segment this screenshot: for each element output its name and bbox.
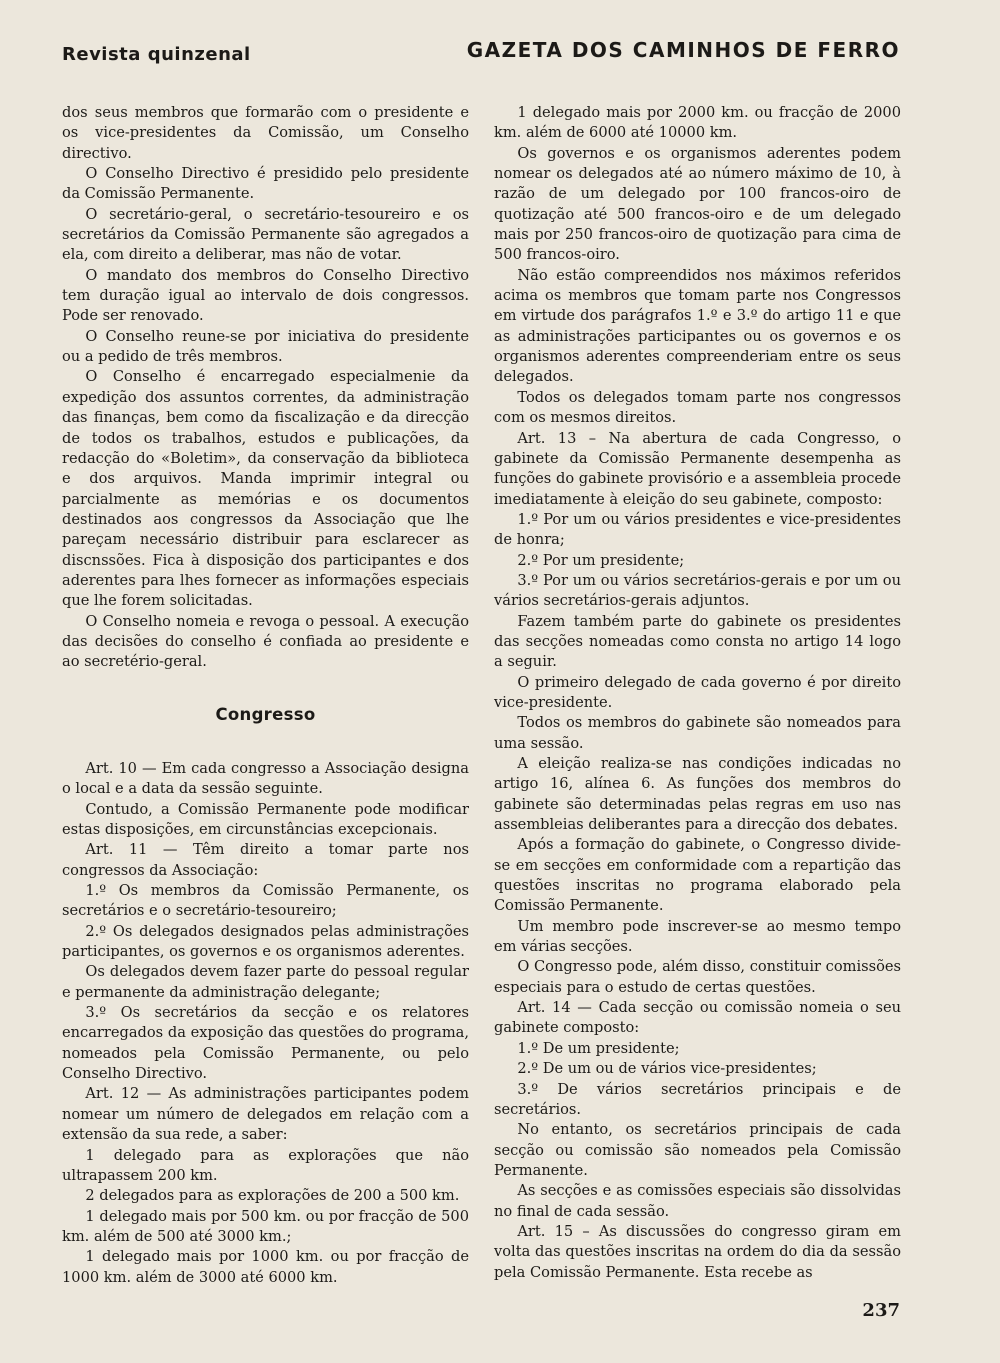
paragraph: O Conselho Directivo é presidido pelo presidente da Comissão Permanente. — [62, 165, 469, 203]
paragraph: dos seus membros que formarão com o presidente e os vice-presidentes da Comissão, um Conselho directivo. — [62, 104, 469, 162]
paragraph: 3.º De vários secretários principais e de secretários. — [494, 1080, 901, 1118]
paragraph: Art. 14 — Cada secção ou comissão nomeia o seu gabinete composto: — [494, 999, 901, 1037]
running-header-left: Revista quinzenal — [62, 44, 251, 65]
paragraph: O mandato dos membros do Conselho Directivo tem duração igual ao intervalo de dois congressos. Pode ser renovado. — [62, 266, 469, 325]
paragraph: Contudo, a Comissão Permanente pode modificar estas disposições, em circunstâncias excepcionais. — [62, 800, 469, 838]
paragraph: Fazem também parte do gabinete os presidentes das secções nomeadas como consta no artigo 14 logo a seguir. — [494, 612, 901, 671]
paragraph: Após a formação do gabinete, o Congresso divide-se em secções em conformidade com a repartição das questões inscritas no programa elaborado pela Comissão Permanente. — [494, 836, 901, 915]
paragraph: 1.º De um presidente; — [517, 1039, 680, 1057]
paragraph: Todos os membros do gabinete são nomeados para uma sessão. — [494, 714, 901, 752]
paragraph: As secções e as comissões especiais são dissolvidas no final de cada sessão. — [494, 1182, 901, 1220]
right-column — [494, 103, 901, 1283]
paragraph: 1 delegado mais por 1000 km. ou por fracção de 1000 km. além de 3000 até 6000 km. — [62, 1248, 469, 1286]
paragraph: O Conselho é encarregado especialmenie da expedição dos assuntos correntes, da administração das finanças, bem como da fiscalização e da direcção de todos os trabalhos, estudos e publicações, da redacção do «Boletim», da conservação da biblioteca e dos arquivos. Manda imprimir integral ou parcialmente as memórias e os documentos destinados aos congressos da Associação que lhe pareçam necessário distribuir para esclarecer as discnssões. Fica à disposição dos participantes e dos aderentes para lhes fornecer as informações especiais que lhe forem solicitadas. — [62, 368, 469, 610]
paragraph: 1 delegado mais por 500 km. ou por fracção de 500 km. além de 500 até 3000 km.; — [62, 1207, 469, 1245]
paragraph: No entanto, os secretários principais de cada secção ou comissão são nomeados pela Comissão Permanente. — [494, 1121, 901, 1179]
paragraph: 2.º Por um presidente; — [517, 551, 685, 569]
paragraph: A eleição realiza-se nas condições indicadas no artigo 16, alínea 6. As funções dos membros do gabinete são determinadas pelas regras em uso nas assembleias deliberantes para a direcção dos debates. — [494, 755, 901, 834]
paragraph: Não estão compreendidos nos máximos referidos acima os membros que tomam parte nos Congressos em virtude dos parágrafos 1.º e 3.º do artigo 11 e que as administrações participantes ou os governos e os organismos aderentes compreenderiam entre os seus delegados. — [494, 266, 901, 386]
paragraph: Os delegados devem fazer parte do pessoal regular e permanente da administração delegante; — [62, 963, 469, 1001]
paragraph: Art. 15 – As discussões do congresso giram em volta das questões inscritas na ordem do dia da sessão pela Comissão Permanente. Esta recebe as — [494, 1222, 901, 1281]
left-column — [62, 103, 469, 1288]
paragraph: 1 delegado para as explorações que não ultrapassem 200 km. — [62, 1146, 469, 1184]
page-number: 237 — [862, 1300, 900, 1321]
paragraph: Um membro pode inscrever-se ao mesmo tempo em várias secções. — [494, 917, 901, 956]
section-heading: Congresso — [215, 704, 316, 724]
paragraph: Todos os delegados tomam parte nos congressos com os mesmos direitos. — [494, 388, 901, 427]
paragraph: O Congresso pode, além disso, constituir comissões especiais para o estudo de certas questões. — [494, 958, 901, 996]
paragraph: 1.º Por um ou vários presidentes e vice-presidentes de honra; — [494, 510, 901, 549]
paragraph: 2.º De um ou de vários vice-presidentes; — [517, 1060, 817, 1078]
paragraph: Art. 13 – Na abertura de cada Congresso, o gabinete da Comissão Permanente desempenha as funções do gabinete provisório e a assembleia procede imediatamente à eleição do seu gabinete, composto: — [494, 429, 901, 508]
paragraph: Os governos e os organismos aderentes podem nomear os delegados até ao número máximo de 10, à razão de um delegado por 100 francos-oiro de quotização até 500 francos-oiro e de um delegado mais por 250 francos-oiro de quotização para cima de 500 francos-oiro. — [494, 144, 901, 264]
paragraph: 3.º Por um ou vários secretários-gerais e por um ou vários secretários-gerais adjuntos. — [494, 571, 901, 610]
paragraph: Art. 10 — Em cada congresso a Associação designa o local e a data da sessão seguinte. — [62, 759, 469, 798]
paragraph: 2.º Os delegados designados pelas administrações participantes, os governos e os organismos aderentes. — [62, 922, 469, 961]
paragraph: 2 delegados para as explorações de 200 a 500 km. — [85, 1187, 460, 1205]
paragraph: O Conselho reune-se por iniciativa do presidente ou a pedido de três membros. — [62, 327, 469, 366]
paragraph: 1 delegado mais por 2000 km. ou fracção de 2000 km. além de 6000 até 10000 km. — [494, 104, 901, 142]
paragraph: O secretário-geral, o secretário-tesoureiro e os secretários da Comissão Permanente são agregados a ela, com direito a deliberar, mas não de votar. — [62, 205, 469, 264]
paragraph: Art. 11 — Têm direito a tomar parte nos congressos da Associação: — [62, 841, 469, 879]
paragraph: O Conselho nomeia e revoga o pessoal. A execução das decisões do conselho é confiada ao presidente e ao secretério-geral. — [62, 612, 469, 671]
paragraph: Art. 12 — As administrações participantes podem nomear um número de delegados em relação com a extensão da sua rede, a saber: — [62, 1085, 469, 1144]
paragraph: 3.º Os secretários da secção e os relatores encarregados da exposição das questões do programa, nomeados pela Comissão Permanente, ou pelo Conselho Directivo. — [62, 1004, 469, 1083]
paragraph: 1.º Os membros da Comissão Permanente, os secretários e o secretário-tesoureiro; — [62, 882, 469, 920]
running-header-right: GAZETA DOS CAMINHOS DE FERRO — [466, 38, 900, 62]
paragraph: O primeiro delegado de cada governo é por direito vice-presidente. — [494, 673, 901, 711]
